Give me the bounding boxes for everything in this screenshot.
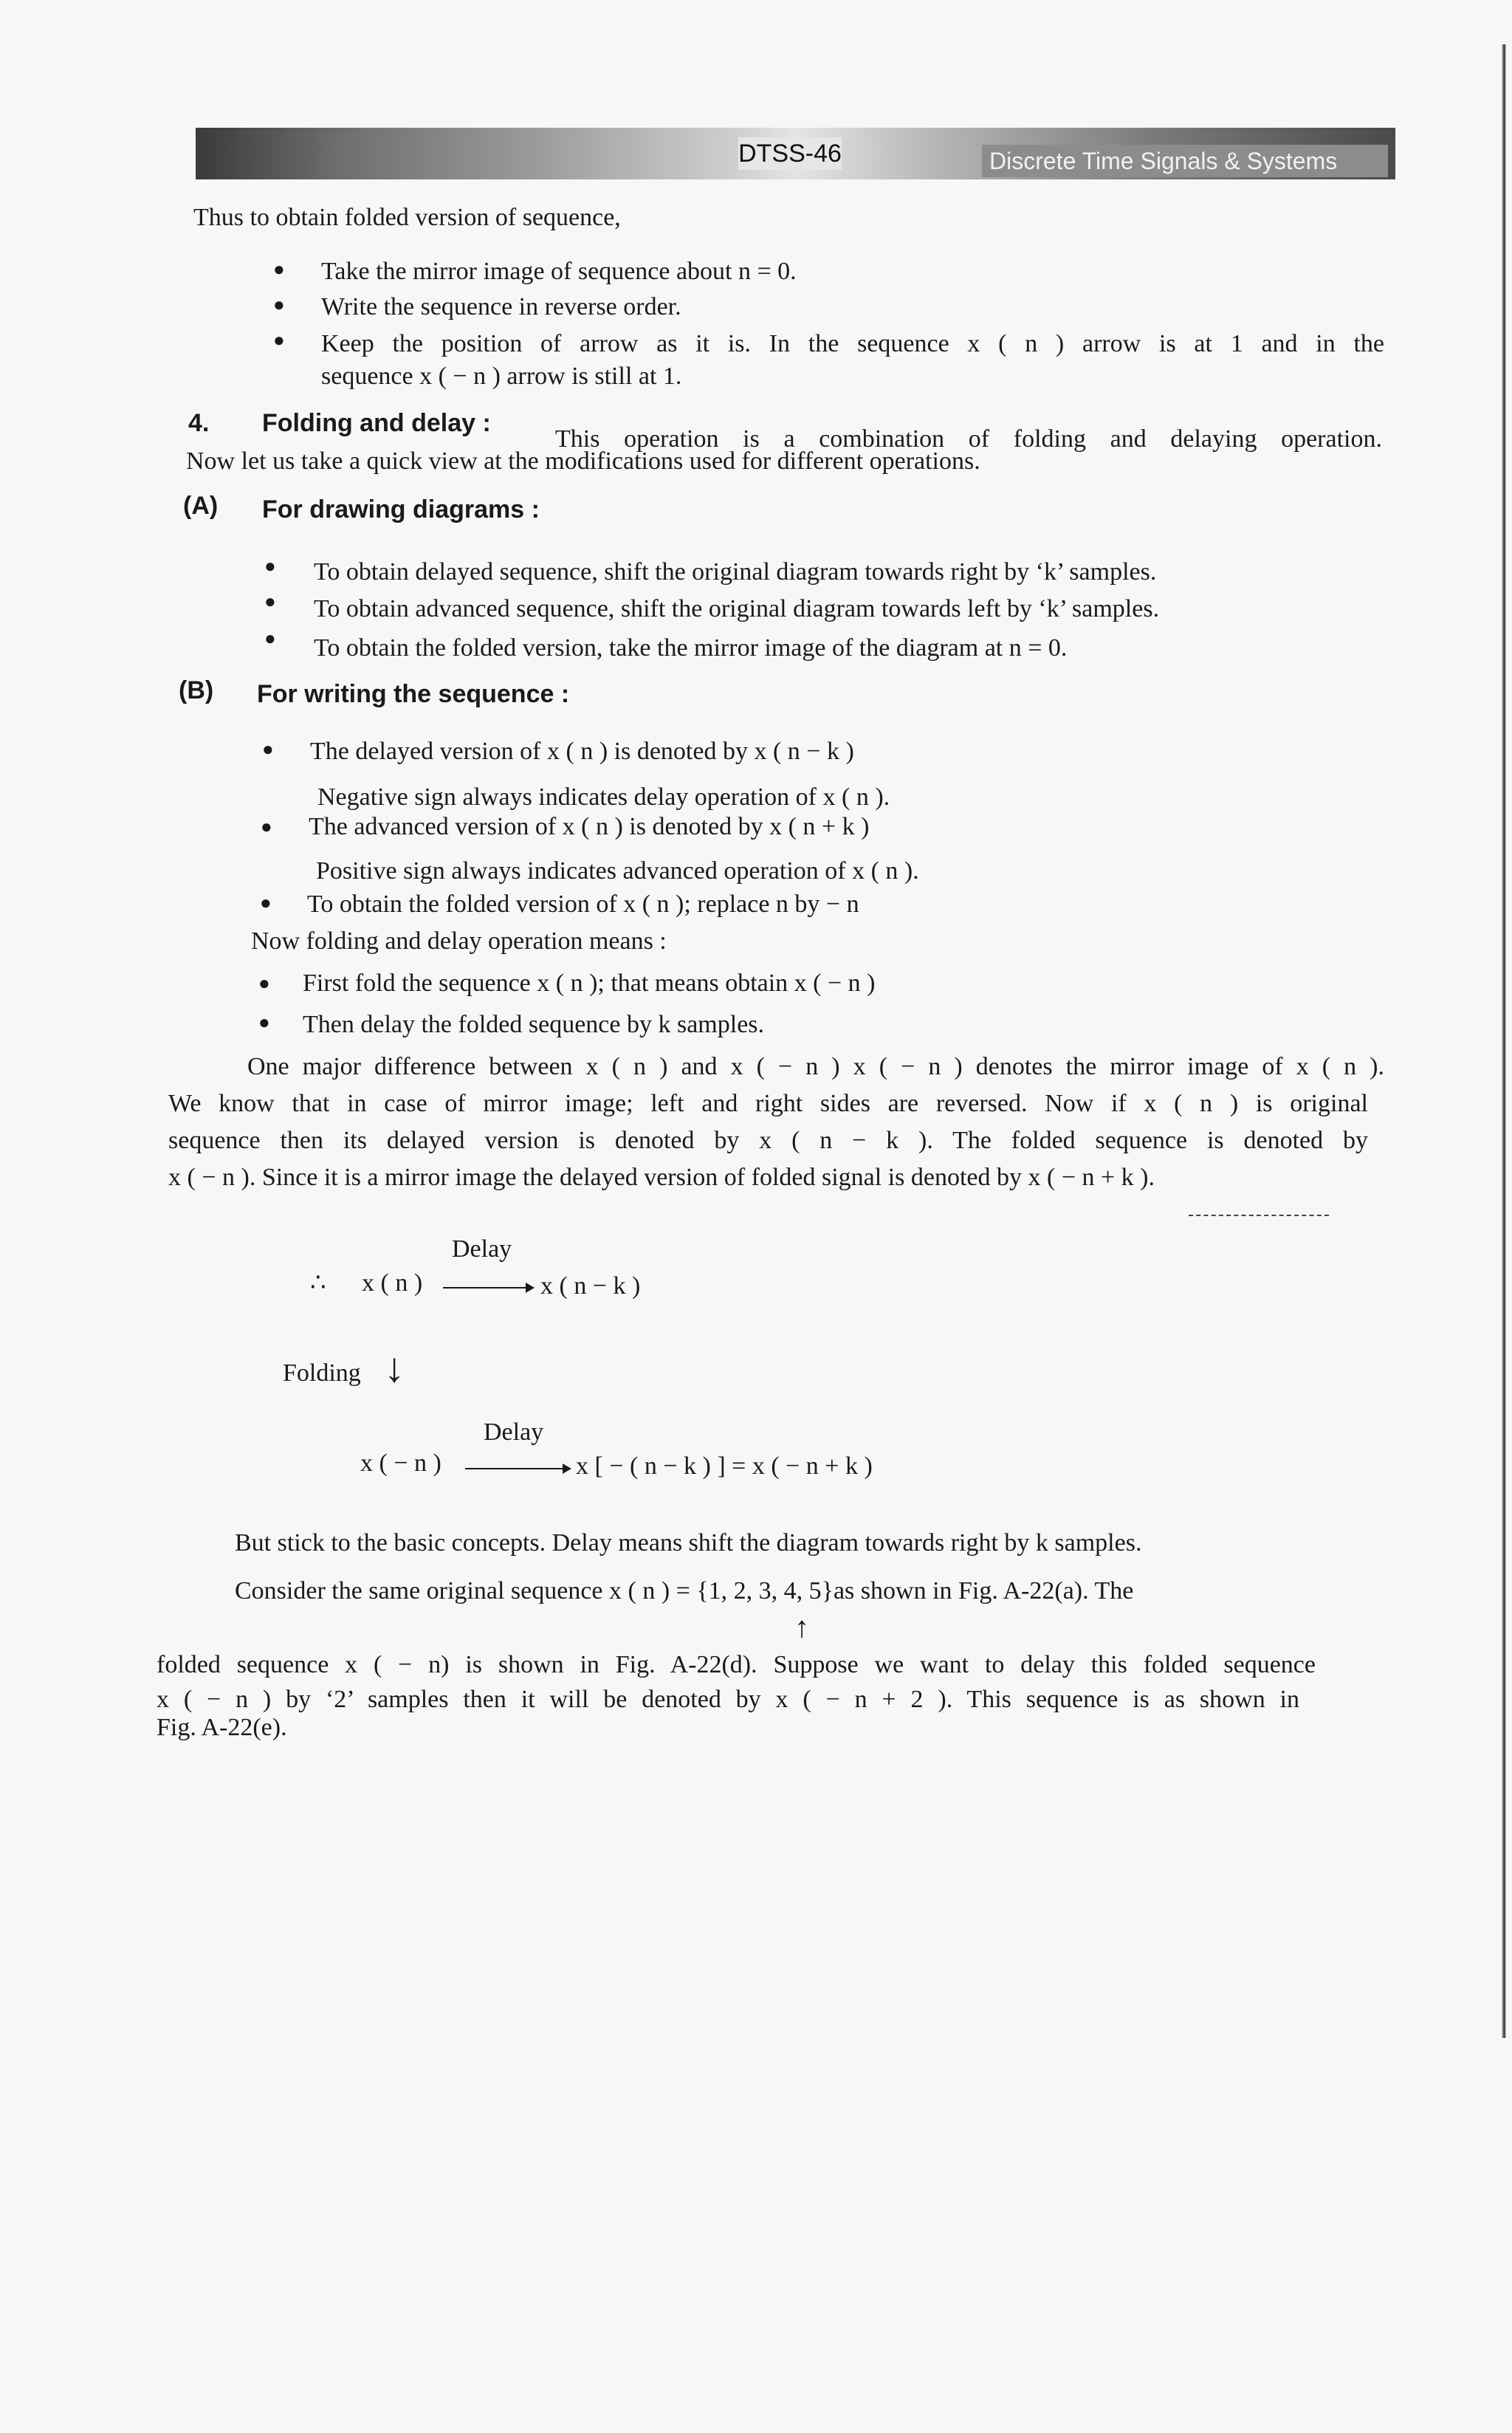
fold-step-1: Take the mirror image of sequence about n = 0. — [321, 258, 797, 285]
section-heading: Folding and delay : — [262, 409, 491, 437]
fold-step-2: Write the sequence in reverse order. — [321, 293, 681, 320]
bullet-icon: ● — [262, 738, 274, 760]
diagram-result: x [ − ( n − k ) ] = x ( − n + k ) — [576, 1452, 873, 1480]
step-fold: First fold the sequence x ( n ); that means obtain x ( − n ) — [303, 970, 876, 997]
paragraph-1-line-4: x ( − n ). Since it is a mirror image the delayed version of folded signal is denoted by x ( − n + k ). — [168, 1164, 1155, 1191]
paragraph-3-line-2: folded sequence x ( − n) is shown in Fig. A-22(d). Suppose we want to delay this folded sequence — [157, 1651, 1316, 1678]
part-b-item-2-note: Positive sign always indicates advanced operation of x ( n ). — [316, 857, 919, 885]
paragraph-1-line-1: One major difference between x ( n ) and x ( − n ) x ( − n ) denotes the mirror image of x ( n ). — [247, 1053, 1384, 1080]
section-text-2: Now let us take a quick view at the modifications used for different operations. — [186, 447, 980, 475]
part-a-item-2: To obtain advanced sequence, shift the original diagram towards left by ‘k’ samples. — [314, 595, 1160, 622]
part-b-item-1: The delayed version of x ( n ) is denoted by x ( n − k ) — [310, 738, 854, 765]
chapter-title: Discrete Time Signals & Systems — [982, 145, 1388, 177]
origin-arrow-icon: ↑ — [794, 1610, 809, 1644]
therefore-symbol: ∴ — [310, 1269, 326, 1297]
delay-arrow-2 — [465, 1468, 568, 1469]
paragraph-1-line-3: sequence then its delayed version is denoted by x ( n − k ). The folded sequence is denoted by — [168, 1127, 1368, 1154]
page-code: DTSS-46 — [738, 137, 842, 170]
part-a-item-3: To obtain the folded version, take the mirror image of the diagram at n = 0. — [314, 634, 1068, 662]
part-b-heading: For writing the sequence : — [257, 680, 570, 708]
part-b-item-2: The advanced version of x ( n ) is denoted by x ( n + k ) — [309, 813, 870, 840]
paragraph-3-line-1: Consider the same original sequence x ( n ) = {1, 2, 3, 4, 5}as shown in Fig. A-22(a). The — [235, 1577, 1134, 1605]
folding-label: Folding — [283, 1359, 361, 1387]
bullet-icon: ● — [264, 628, 276, 649]
bullet-icon: ● — [258, 972, 270, 994]
fold-step-3-cont: sequence x ( − n ) arrow is still at 1. — [321, 363, 682, 390]
paragraph-2: But stick to the basic concepts. Delay means shift the diagram towards right by k samples. — [235, 1529, 1142, 1557]
diagram-x-n: x ( n ) — [362, 1269, 423, 1297]
page-edge-shadow — [1502, 44, 1506, 2038]
diagram-x-minus-n: x ( − n ) — [360, 1449, 441, 1477]
part-b-item-3: To obtain the folded version of x ( n ); replace n by − n — [307, 891, 859, 918]
folding-down-arrow-icon: ↓ — [384, 1345, 405, 1391]
bullet-icon: ● — [258, 1012, 270, 1033]
part-a-heading: For drawing diagrams : — [262, 495, 540, 524]
diagram-x-n-minus-k: x ( n − k ) — [540, 1272, 641, 1300]
part-a-item-1: To obtain delayed sequence, shift the original diagram towards right by ‘k’ samples. — [314, 558, 1157, 586]
bullet-icon: ● — [264, 555, 276, 577]
bullet-icon: ● — [261, 816, 272, 837]
delay-label-1: Delay — [452, 1235, 512, 1263]
paragraph-1-line-2: We know that in case of mirror image; left and right sides are reversed. Now if x ( n ) is original — [168, 1090, 1368, 1117]
paragraph-3-line-3: x ( − n ) by ‘2’ samples then it will be denoted by x ( − n + 2 ). This sequence is as shown in — [157, 1686, 1299, 1713]
part-b-label: (B) — [179, 676, 214, 704]
bullet-icon: ● — [264, 591, 276, 612]
bullet-icon: ● — [273, 329, 285, 351]
delay-arrow-1 — [443, 1287, 532, 1288]
delay-label-2: Delay — [484, 1418, 544, 1446]
section-text-1: This operation is a combination of folding and delaying operation. — [555, 425, 1382, 453]
bullet-icon: ● — [273, 258, 285, 280]
emphasis-underline — [1189, 1215, 1329, 1216]
fold-step-3: Keep the position of arrow as it is. In the sequence x ( n ) arrow is at 1 and in the — [321, 330, 1384, 357]
part-b-item-1-note: Negative sign always indicates delay operation of x ( n ). — [317, 783, 890, 811]
part-a-label: (A) — [183, 492, 219, 520]
section-number: 4. — [188, 409, 210, 437]
means-line: Now folding and delay operation means : — [251, 927, 667, 955]
bullet-icon: ● — [260, 892, 272, 913]
paragraph-3-line-4: Fig. A-22(e). — [157, 1714, 287, 1741]
step-delay: Then delay the folded sequence by k samples. — [303, 1011, 765, 1038]
bullet-icon: ● — [273, 294, 285, 315]
intro-line: Thus to obtain folded version of sequence, — [193, 204, 621, 231]
